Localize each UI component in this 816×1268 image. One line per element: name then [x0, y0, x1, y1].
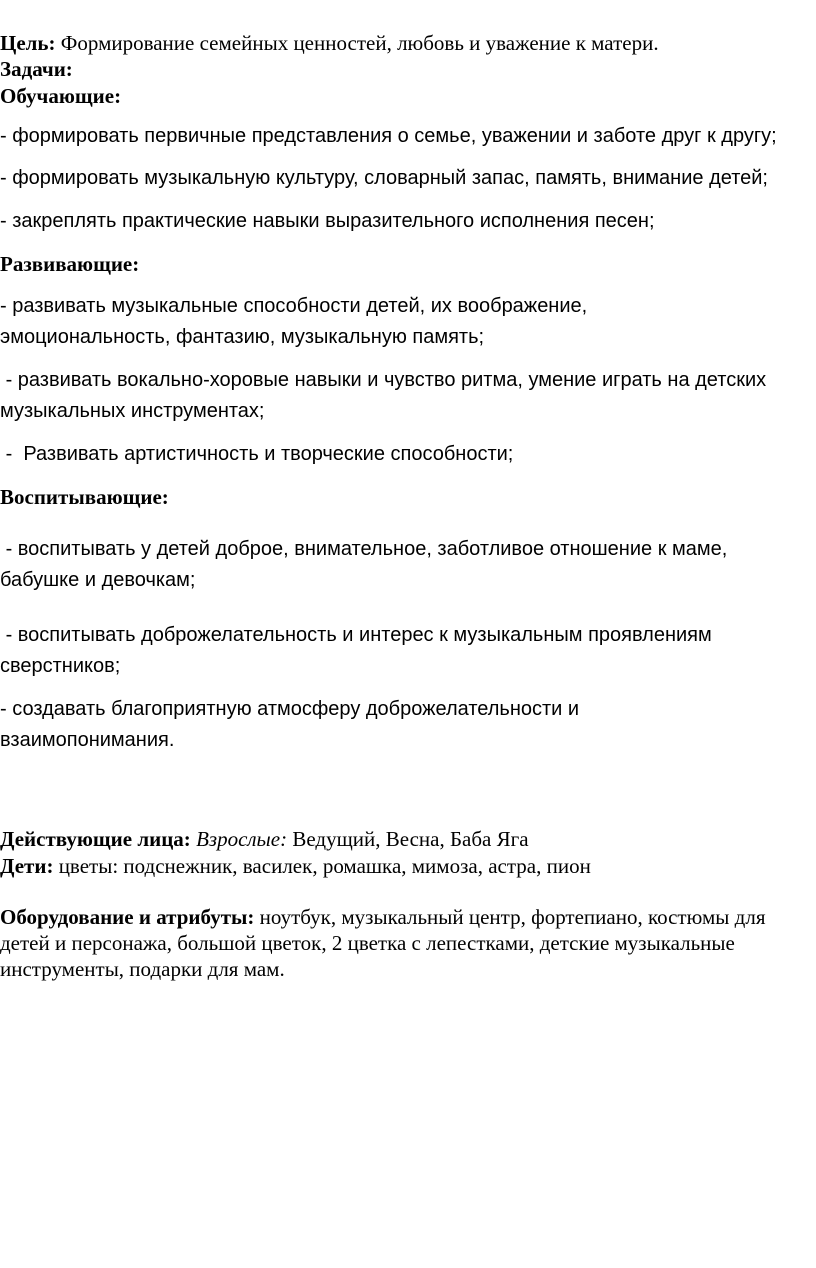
developing-heading: Развивающие: — [0, 251, 140, 276]
adults-list: Ведущий, Весна, Баба Яга — [287, 827, 529, 852]
adults-label: Взрослые: — [196, 827, 288, 852]
list-item: - Развивать артистичность и творческие способности; — [0, 443, 514, 465]
developing-list — [0, 291, 810, 470]
equipment-text: ноутбук, музыкальный центр, фортепиано, костюмы для детей и персонажа, большой цветок, 2 цветка с лепестками, детские музыкальные инструменты, подарки для мам. — [0, 904, 766, 982]
educating-heading: Воспитывающие: — [0, 485, 169, 509]
list-item: - формировать первичные представления о семье, уважении и заботе друг к другу; — [0, 124, 777, 147]
goal-label: Цель: — [0, 31, 56, 55]
list-item: - воспитывать доброжелательность и интерес к музыкальным проявлениям сверстников; — [0, 624, 718, 678]
goal-text: Формирование семейных ценностей, любовь и уважение к матери. — [55, 31, 659, 55]
goal-line — [0, 30, 810, 56]
children-label: Дети: — [0, 853, 54, 878]
list-item: - воспитывать у детей доброе, внимательное, заботливое отношение к маме, бабушке и девочкам; — [0, 538, 733, 592]
tasks-heading: Задачи: — [0, 57, 73, 82]
equipment-paragraph — [0, 904, 790, 983]
teaching-list — [0, 121, 810, 237]
children-list: цветы: подснежник, василек, ромашка, мимоза, астра, пион — [53, 853, 591, 878]
list-item: - развивать вокально-хоровые навыки и чувство ритма, умение играть на детских музыкальных инструментах; — [0, 369, 772, 422]
list-item: - формировать музыкальную культуру, словарный запас, память, внимание детей; — [0, 166, 768, 189]
equipment-label: Оборудование и атрибуты: — [0, 904, 255, 929]
children-line — [0, 853, 810, 879]
document-page — [0, 30, 810, 983]
characters-label: Действующие лица: — [0, 827, 191, 852]
list-item: - развивать музыкальные способности детей, их воображение, эмоциональность, фантазию, музыкальную память; — [0, 295, 588, 348]
list-item: - создавать благоприятную атмосферу доброжелательности и взаимопонимания. — [0, 698, 580, 752]
characters-line — [0, 826, 810, 852]
list-item: - закреплять практические навыки выразительного исполнения песен; — [0, 209, 655, 232]
educating-list — [0, 534, 810, 756]
teaching-heading: Обучающие: — [0, 83, 122, 108]
